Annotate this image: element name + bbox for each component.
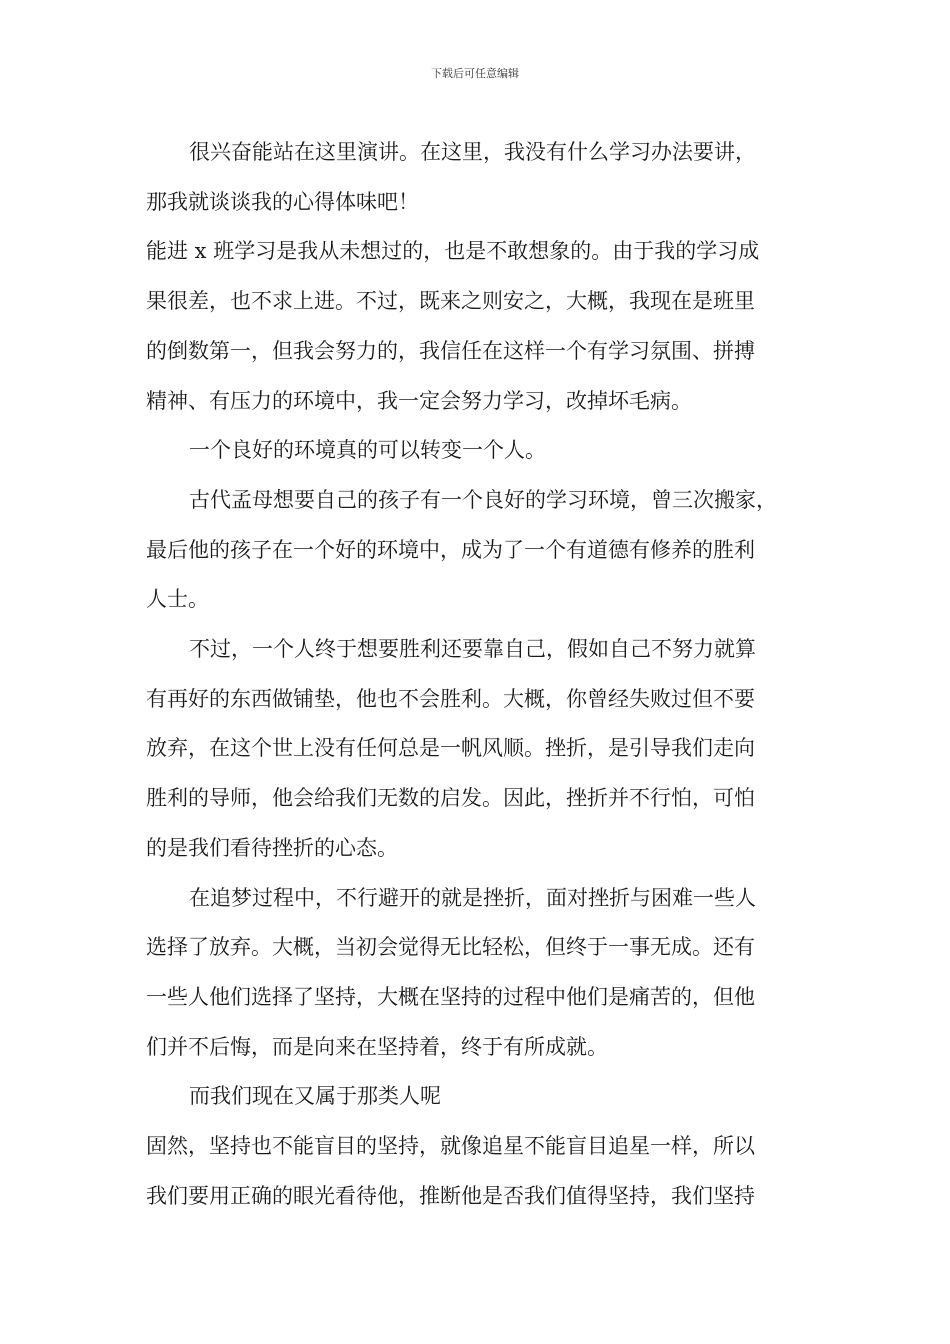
- text-line: 放弃，在这个世上没有任何总是一帆风顺。挫折，是引导我们走向: [146, 736, 755, 761]
- text-line: 果很差，也不求上进。不过，既来之则安之，大概，我现在是班里: [146, 289, 755, 314]
- text-line: 我们要用正确的眼光看待他，推断他是否我们值得坚持，我们坚持: [146, 1183, 755, 1208]
- text-line: 胜利的导师，他会给我们无数的启发。因此，挫折并不行怕，可怕: [146, 786, 755, 811]
- text-line: 固然，坚持也不能盲目的坚持，就像追星不能盲目追星一样，所以: [146, 1134, 755, 1159]
- text-line: 的是我们看待挫折的心态。: [146, 835, 398, 860]
- text-line: 选择了放弃。大概，当初会觉得无比轻松，但终于一事无成。还有: [146, 935, 755, 960]
- text-line: 们并不后悔，而是向来在坚持着，终于有所成就。: [146, 1034, 608, 1059]
- text-line: 能进 x 班学习是我从未想过的，也是不敢想象的。由于我的学习成: [146, 239, 760, 264]
- text-line: 古代孟母想要自己的孩子有一个良好的学习环境，曾三次搬家，: [189, 487, 777, 512]
- text-line: 很兴奋能站在这里演讲。在这里，我没有什么学习办法要讲，: [189, 140, 756, 164]
- text-line: 最后他的孩子在一个好的环境中，成为了一个有道德有修养的胜利: [146, 537, 755, 562]
- text-line: 有再好的东西做铺垫，他也不会胜利。大概，你曾经失败过但不要: [146, 686, 755, 711]
- text-line: 不过，一个人终于想要胜利还要靠自己，假如自己不努力就算: [189, 637, 756, 662]
- document-body: [146, 128, 806, 1221]
- text-line: 在追梦过程中，不行避开的就是挫折，面对挫折与困难一些人: [189, 885, 756, 910]
- text-line: 精神、有压力的环境中，我一定会努力学习，改掉坏毛病。: [146, 388, 692, 413]
- text-line: 一个良好的环境真的可以转变一个人。: [189, 438, 546, 463]
- text-line: 而我们现在又属于那类人呢: [189, 1084, 441, 1109]
- text-line: 人士。: [146, 587, 209, 612]
- text-line: 一些人他们选择了坚持，大概在坚持的过程中他们是痛苦的，但他: [146, 984, 755, 1009]
- text-line: 的倒数第一，但我会努力的，我信任在这样一个有学习氛围、拼搏: [146, 338, 755, 363]
- page-header: 下载后可任意编辑: [431, 67, 519, 80]
- text-line: 那我就谈谈我的心得体味吧！: [146, 189, 419, 214]
